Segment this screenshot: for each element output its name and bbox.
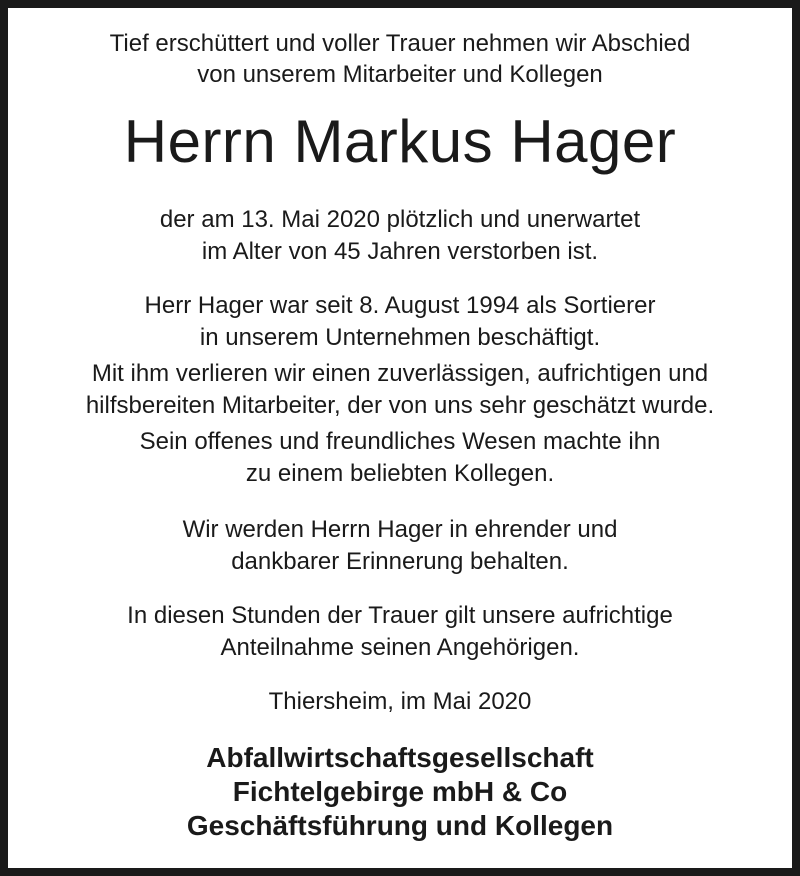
death-info-paragraph [8, 204, 792, 268]
paragraph-line: Wir werden Herrn Hager in ehrender und [182, 516, 618, 543]
paragraph-line: zu einem beliebten Kollegen. [245, 460, 555, 487]
character-paragraph [8, 426, 792, 490]
signature-line: Abfallwirtschaftsgesellschaft [206, 742, 594, 773]
paragraph-line: Anteilnahme seinen Angehörigen. [220, 634, 580, 661]
paragraph-line: der am 13. Mai 2020 plötzlich und unerwartet [159, 206, 641, 233]
obituary-notice [8, 8, 792, 868]
condolence-paragraph [8, 600, 792, 664]
deceased-name: Herrn Markus Hager [123, 108, 677, 175]
paragraph-line: im Alter von 45 Jahren verstorben ist. [201, 238, 599, 265]
paragraph-line: Sein offenes und freundliches Wesen machte ihn [139, 428, 661, 455]
remembrance-paragraph [8, 514, 792, 578]
paragraph-line: hilfsbereiten Mitarbeiter, der von uns sehr geschätzt wurde. [85, 392, 715, 419]
tribute-paragraph [8, 358, 792, 422]
paragraph-line: in unserem Unternehmen beschäftigt. [199, 324, 601, 351]
intro-text [8, 28, 792, 90]
paragraph-line: Herr Hager war seit 8. August 1994 als Sortierer [144, 292, 656, 319]
paragraph-line: Mit ihm verlieren wir einen zuverlässigen, aufrichtigen und [91, 360, 709, 387]
place-date: Thiersheim, im Mai 2020 [268, 688, 532, 715]
employment-paragraph [8, 290, 792, 354]
signature-block [8, 741, 792, 843]
paragraph-line: dankbarer Erinnerung behalten. [231, 548, 569, 575]
intro-line: von unserem Mitarbeiter und Kollegen [197, 61, 603, 88]
signature-line: Geschäftsführung und Kollegen [186, 810, 614, 841]
signature-line: Fichtelgebirge mbH & Co [232, 776, 568, 807]
intro-line: Tief erschüttert und voller Trauer nehmen wir Abschied [109, 30, 691, 57]
paragraph-line: In diesen Stunden der Trauer gilt unsere aufrichtige [127, 602, 673, 629]
